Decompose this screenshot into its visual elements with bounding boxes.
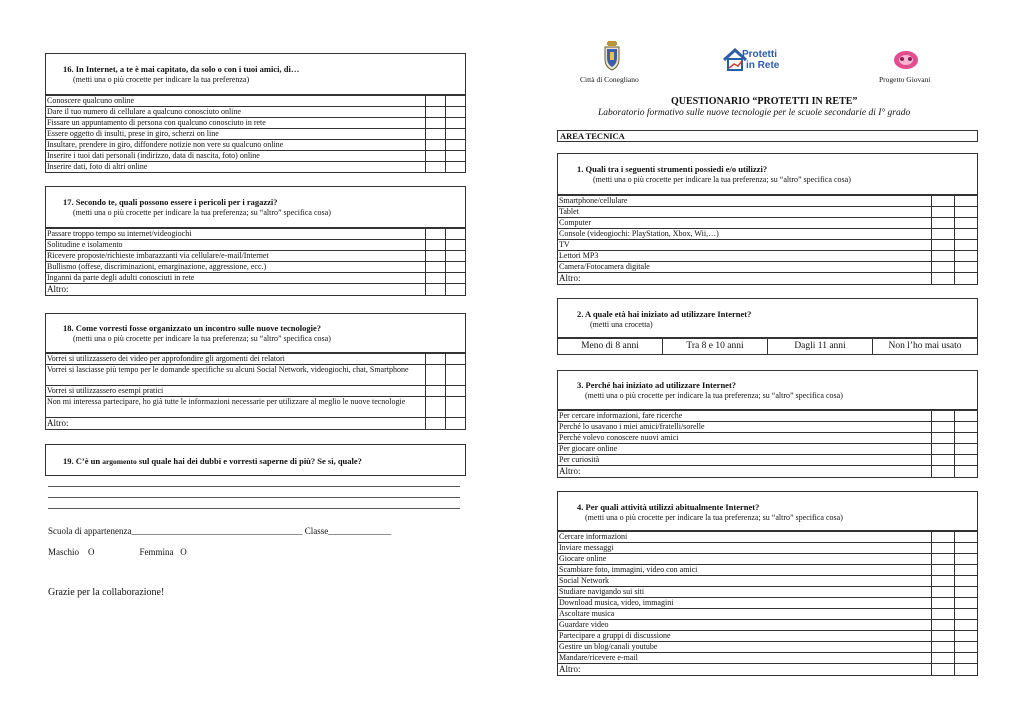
- option-row: [46, 118, 466, 129]
- checkbox-cell[interactable]: [932, 433, 955, 444]
- q19-answer-line-3[interactable]: [48, 508, 460, 509]
- option-label: Computer: [558, 218, 932, 229]
- option-label: Essere oggetto di insulti, prese in giro, scherzi on line: [46, 129, 426, 140]
- checkbox-cell-secondary[interactable]: [955, 229, 978, 240]
- checkbox-cell-secondary[interactable]: [955, 532, 978, 543]
- checkbox-cell-secondary[interactable]: [446, 96, 466, 107]
- option-row: [558, 620, 978, 631]
- option-row: [558, 653, 978, 664]
- option-row: [558, 598, 978, 609]
- option-row: [558, 207, 978, 218]
- option-row: [558, 565, 978, 576]
- checkbox-cell[interactable]: [426, 140, 446, 151]
- city-crest-logo: [604, 41, 620, 71]
- checkbox-cell-secondary[interactable]: [446, 397, 466, 418]
- q4-options-table: [557, 531, 978, 676]
- section-header: [557, 130, 978, 142]
- checkbox-cell-secondary[interactable]: [955, 576, 978, 587]
- q18-note: (metti una o più crocette per indicare la tua preferenza; su “altro” specifica cosa): [73, 334, 331, 343]
- option-label: Inserire i tuoi dati personali (indirizzo, data di nascita, foto) online: [46, 151, 426, 162]
- q17-note: (metti una o più crocette per indicare la tua preferenza; su “altro” specifica cosa): [73, 208, 331, 217]
- q19-answer-line-1[interactable]: [48, 486, 460, 487]
- altro-label[interactable]: Altro:: [558, 273, 932, 285]
- checkbox-cell[interactable]: [932, 653, 955, 664]
- option-label: Conoscere qualcuno online: [46, 96, 426, 107]
- checkbox-cell-secondary[interactable]: [446, 240, 466, 251]
- option-label: Vorrei si utilizzassero esempi pratici: [46, 386, 426, 397]
- checkbox-cell[interactable]: [932, 251, 955, 262]
- checkbox-cell[interactable]: [426, 107, 446, 118]
- checkbox-cell-secondary[interactable]: [955, 565, 978, 576]
- checkbox-cell[interactable]: [426, 418, 446, 430]
- altro-label[interactable]: Altro:: [46, 418, 426, 430]
- option-row: [46, 162, 466, 173]
- checkbox-cell-secondary[interactable]: [955, 620, 978, 631]
- q19-title-part-c: sul quale hai dei dubbi e vorresti saperne di più? Se sì, quale?: [136, 456, 362, 466]
- checkbox-cell-secondary[interactable]: [446, 354, 466, 365]
- checkbox-cell[interactable]: [932, 565, 955, 576]
- option-label: Partecipare a gruppi di discussione: [558, 631, 932, 642]
- questionnaire-title: QUESTIONARIO “PROTETTI IN RETE”: [671, 96, 858, 107]
- checkbox-cell[interactable]: [426, 96, 446, 107]
- option-label: Vorrei si utilizzassero dei video per approfondire gli argomenti dei relatori: [46, 354, 426, 365]
- option-row: [558, 196, 978, 207]
- checkbox-cell-secondary[interactable]: [955, 543, 978, 554]
- option-row: [558, 554, 978, 565]
- checkbox-cell[interactable]: [426, 397, 446, 418]
- option-label: Per giocare online: [558, 444, 932, 455]
- checkbox-cell[interactable]: [932, 598, 955, 609]
- checkbox-cell-secondary[interactable]: [955, 642, 978, 653]
- checkbox-cell[interactable]: [932, 411, 955, 422]
- checkbox-cell[interactable]: [932, 532, 955, 543]
- questionnaire-subtitle: Laboratorio formativo sulle nuove tecnologie per le scuole secondarie di I° grado: [598, 108, 911, 118]
- q2-note: (metti una crocetta): [590, 320, 653, 329]
- option-row: [46, 240, 466, 251]
- checkbox-cell-secondary[interactable]: [446, 229, 466, 240]
- checkbox-cell-secondary[interactable]: [955, 422, 978, 433]
- checkbox-cell[interactable]: [932, 576, 955, 587]
- checkbox-cell-secondary[interactable]: [955, 218, 978, 229]
- option-row: [558, 631, 978, 642]
- option-label: Download musica, video, immagini: [558, 598, 932, 609]
- checkbox-cell-secondary[interactable]: [955, 240, 978, 251]
- option-row: [46, 365, 466, 386]
- checkbox-cell-secondary[interactable]: [955, 664, 978, 676]
- option-label: Social Network: [558, 576, 932, 587]
- checkbox-cell-secondary[interactable]: [955, 433, 978, 444]
- q1-box: [557, 153, 978, 195]
- checkbox-cell-secondary[interactable]: [955, 262, 978, 273]
- checkbox-cell[interactable]: [426, 262, 446, 273]
- option-label: Perché lo usavano i miei amici/fratelli/sorelle: [558, 422, 932, 433]
- checkbox-cell-secondary[interactable]: [955, 411, 978, 422]
- checkbox-cell[interactable]: [426, 365, 446, 386]
- checkbox-cell[interactable]: [426, 229, 446, 240]
- option-label: Camera/Fotocamera digitale: [558, 262, 932, 273]
- checkbox-cell-secondary[interactable]: [446, 418, 466, 430]
- altro-label[interactable]: Altro:: [558, 466, 932, 478]
- option-label: Ascoltare musica: [558, 609, 932, 620]
- altro-row[interactable]: [46, 284, 466, 296]
- q17-options-table: [45, 228, 466, 296]
- checkbox-cell-secondary[interactable]: [955, 653, 978, 664]
- q18-title: 18. Come vorresti fosse organizzato un incontro sulle nuove tecnologie?: [63, 323, 321, 333]
- option-label: Perché volevo conoscere nuovi amici: [558, 433, 932, 444]
- checkbox-cell[interactable]: [932, 444, 955, 455]
- checkbox-cell-secondary[interactable]: [955, 444, 978, 455]
- option-label: Studiare navigando sui siti: [558, 587, 932, 598]
- option-row: [46, 107, 466, 118]
- checkbox-cell-secondary[interactable]: [446, 386, 466, 397]
- option-label: Insultare, prendere in giro, diffondere notizie non vere su qualcuno online: [46, 140, 426, 151]
- option-label: Bullismo (offese, discriminazioni, emarginazione, aggressione, ecc.): [46, 262, 426, 273]
- option-label: Smartphone/cellulare: [558, 196, 932, 207]
- q2-title: 2. A quale età hai iniziato ad utilizzare Internet?: [577, 309, 752, 319]
- q2-age-options: [557, 338, 978, 355]
- option-row: [558, 444, 978, 455]
- altro-label[interactable]: Altro:: [558, 664, 932, 676]
- checkbox-cell-secondary[interactable]: [955, 598, 978, 609]
- checkbox-cell[interactable]: [932, 207, 955, 218]
- age-option[interactable]: Tra 8 e 10 anni: [663, 339, 768, 354]
- checkbox-cell-secondary[interactable]: [446, 107, 466, 118]
- q1-title: 1. Quali tra i seguenti strumenti possiedi e/o utilizzi?: [577, 164, 768, 174]
- option-label: TV: [558, 240, 932, 251]
- checkbox-cell-secondary[interactable]: [446, 129, 466, 140]
- checkbox-cell[interactable]: [932, 455, 955, 466]
- option-row: [46, 151, 466, 162]
- altro-row[interactable]: [558, 466, 978, 478]
- checkbox-cell-secondary[interactable]: [955, 196, 978, 207]
- checkbox-cell[interactable]: [426, 386, 446, 397]
- option-row: [558, 229, 978, 240]
- option-label: Solitudine e isolamento: [46, 240, 426, 251]
- option-label: Guardare video: [558, 620, 932, 631]
- option-label: Vorrei si lasciasse più tempo per le domande specifiche su alcuni Social Network, videogiochi, chat, Smartphone: [46, 365, 426, 386]
- q3-box: [557, 370, 978, 410]
- option-row: [558, 240, 978, 251]
- checkbox-cell[interactable]: [426, 118, 446, 129]
- option-row: [558, 455, 978, 466]
- option-label: Non mi interessa partecipare, ho già tutte le informazioni necessarie per utilizzare al meglio le nuove tecnologie: [46, 397, 426, 418]
- q19-answer-line-2[interactable]: [48, 497, 460, 498]
- q1-options-table: [557, 195, 978, 285]
- checkbox-cell[interactable]: [932, 218, 955, 229]
- q16-options-table: [45, 95, 466, 173]
- option-row: [558, 422, 978, 433]
- checkbox-cell[interactable]: [932, 631, 955, 642]
- option-row: [46, 273, 466, 284]
- q3-options-table: [557, 410, 978, 478]
- checkbox-cell[interactable]: [932, 466, 955, 478]
- checkbox-cell[interactable]: [932, 664, 955, 676]
- school-class-line[interactable]: Scuola di appartenenza______________________________________ Classe______________: [48, 526, 392, 536]
- option-label: Giocare online: [558, 554, 932, 565]
- option-row: [46, 229, 466, 240]
- q17-title: 17. Secondo te, quali possono essere i pericoli per i ragazzi?: [63, 197, 278, 207]
- age-option[interactable]: Non l’ho mai usato: [888, 341, 962, 351]
- checkbox-cell[interactable]: [932, 642, 955, 653]
- city-label: Città di Conegliano: [580, 75, 639, 84]
- option-label: Gestire un blog/canali youtube: [558, 642, 932, 653]
- option-label: Cercare informazioni: [558, 532, 932, 543]
- option-row: [558, 576, 978, 587]
- checkbox-cell[interactable]: [932, 273, 955, 285]
- q16-note: (metti una o più crocette per indicare la tua preferenza): [73, 75, 250, 84]
- q19-title-part-a: 19. C’è un: [63, 456, 103, 466]
- checkbox-cell-secondary[interactable]: [955, 631, 978, 642]
- brand-line-2: in Rete: [746, 60, 780, 71]
- thanks-text: Grazie per la collaborazione!: [48, 587, 165, 598]
- checkbox-cell-secondary[interactable]: [446, 151, 466, 162]
- checkbox-cell-secondary[interactable]: [446, 365, 466, 386]
- option-row: [558, 587, 978, 598]
- option-row: [46, 140, 466, 151]
- age-option[interactable]: Dagli 11 anni: [768, 339, 873, 354]
- option-label: Scambiare foto, immagini, video con amici: [558, 565, 932, 576]
- option-label: Tablet: [558, 207, 932, 218]
- option-row: [558, 218, 978, 229]
- checkbox-cell-secondary[interactable]: [446, 262, 466, 273]
- option-label: Lettori MP3: [558, 251, 932, 262]
- altro-row[interactable]: [46, 418, 466, 430]
- option-row: [558, 609, 978, 620]
- checkbox-cell-secondary[interactable]: [446, 118, 466, 129]
- checkbox-cell-secondary[interactable]: [955, 466, 978, 478]
- q1-note: (metti una o più crocette per indicare la tua preferenza; su “altro” specifica cosa): [593, 175, 851, 184]
- checkbox-cell[interactable]: [426, 354, 446, 365]
- checkbox-cell[interactable]: [426, 251, 446, 262]
- checkbox-cell-secondary[interactable]: [446, 284, 466, 296]
- option-label: Inganni da parte degli adulti conosciuti in rete: [46, 273, 426, 284]
- option-row: [46, 251, 466, 262]
- option-row: [558, 262, 978, 273]
- checkbox-cell[interactable]: [426, 162, 446, 173]
- checkbox-cell-secondary[interactable]: [446, 162, 466, 173]
- q18-box: [45, 313, 466, 353]
- option-row: [558, 433, 978, 444]
- option-label: Inserire dati, foto di altri online: [46, 162, 426, 173]
- checkbox-cell[interactable]: [932, 554, 955, 565]
- q16-title: 16. In Internet, a te è mai capitato, da solo o con i tuoi amici, di…: [63, 64, 300, 74]
- q18-options-table: [45, 353, 466, 430]
- q19-title-keyword: argomento: [102, 457, 137, 466]
- checkbox-cell[interactable]: [932, 587, 955, 598]
- option-label: Per curiosità: [558, 455, 932, 466]
- option-label: Console (videogiochi: PlayStation, Xbox, Wii,…): [558, 229, 932, 240]
- age-option[interactable]: Meno di 8 anni: [558, 339, 663, 354]
- option-label: Ricevere proposte/richieste imbarazzanti via cellulare/e-mail/Internet: [46, 251, 426, 262]
- option-label: Passare troppo tempo su internet/videogiochi: [46, 229, 426, 240]
- option-row: [558, 642, 978, 653]
- checkbox-cell[interactable]: [932, 422, 955, 433]
- option-label: Inviare messaggi: [558, 543, 932, 554]
- checkbox-cell-secondary[interactable]: [446, 140, 466, 151]
- checkbox-cell-secondary[interactable]: [955, 587, 978, 598]
- q16-box: [45, 53, 466, 95]
- project-label: Progetto Giovani: [879, 75, 931, 84]
- option-row: [558, 411, 978, 422]
- checkbox-cell-secondary[interactable]: [955, 554, 978, 565]
- altro-label[interactable]: Altro:: [46, 284, 426, 296]
- option-row: [46, 262, 466, 273]
- option-label: Dare il tuo numero di cellulare a qualcuno conosciuto online: [46, 107, 426, 118]
- checkbox-cell[interactable]: [426, 129, 446, 140]
- checkbox-cell-secondary[interactable]: [955, 455, 978, 466]
- altro-row[interactable]: [558, 664, 978, 676]
- altro-row[interactable]: [558, 273, 978, 285]
- checkbox-cell[interactable]: [426, 240, 446, 251]
- checkbox-cell[interactable]: [932, 196, 955, 207]
- checkbox-cell-secondary[interactable]: [955, 251, 978, 262]
- checkbox-cell[interactable]: [932, 240, 955, 251]
- q4-title: 4. Per quali attività utilizzi abitualmente Internet?: [577, 502, 760, 512]
- checkbox-cell[interactable]: [426, 284, 446, 296]
- progetto-giovani-logo: [893, 50, 919, 70]
- protetti-in-rete-logo: [722, 47, 788, 73]
- q3-note: (metti una o più crocette per indicare la tua preferenza; su “altro” specifica cosa): [585, 391, 843, 400]
- option-row: [46, 96, 466, 107]
- checkbox-cell[interactable]: [932, 229, 955, 240]
- gender-line[interactable]: Maschio O Femmina O: [48, 547, 187, 557]
- checkbox-cell-secondary[interactable]: [955, 273, 978, 285]
- q3-title: 3. Perché hai iniziato ad utilizzare Internet?: [577, 380, 737, 390]
- checkbox-cell[interactable]: [426, 273, 446, 284]
- option-row: [558, 532, 978, 543]
- option-label: Mandare/ricevere e-mail: [558, 653, 932, 664]
- option-row: [46, 129, 466, 140]
- option-row: [46, 397, 466, 418]
- checkbox-cell[interactable]: [932, 262, 955, 273]
- option-label: Fissare un appuntamento di persona con qualcuno conosciuto in rete: [46, 118, 426, 129]
- brand-line-1: Protetti: [742, 49, 777, 60]
- checkbox-cell[interactable]: [426, 151, 446, 162]
- checkbox-cell-secondary[interactable]: [955, 207, 978, 218]
- section-title: AREA TECNICA: [560, 131, 625, 141]
- q4-note: (metti una o più crocette per indicare la tua preferenza; su “altro” specifica cosa): [585, 513, 843, 522]
- option-row: [558, 251, 978, 262]
- option-row: [558, 543, 978, 554]
- checkbox-cell-secondary[interactable]: [955, 609, 978, 620]
- option-row: [46, 386, 466, 397]
- checkbox-cell-secondary[interactable]: [446, 251, 466, 262]
- option-label: Per cercare informazioni, fare ricerche: [558, 411, 932, 422]
- checkbox-cell-secondary[interactable]: [446, 273, 466, 284]
- q17-box: [45, 186, 466, 228]
- option-row: [46, 354, 466, 365]
- checkbox-cell[interactable]: [932, 620, 955, 631]
- q19-title: [63, 456, 362, 466]
- checkbox-cell[interactable]: [932, 609, 955, 620]
- checkbox-cell[interactable]: [932, 543, 955, 554]
